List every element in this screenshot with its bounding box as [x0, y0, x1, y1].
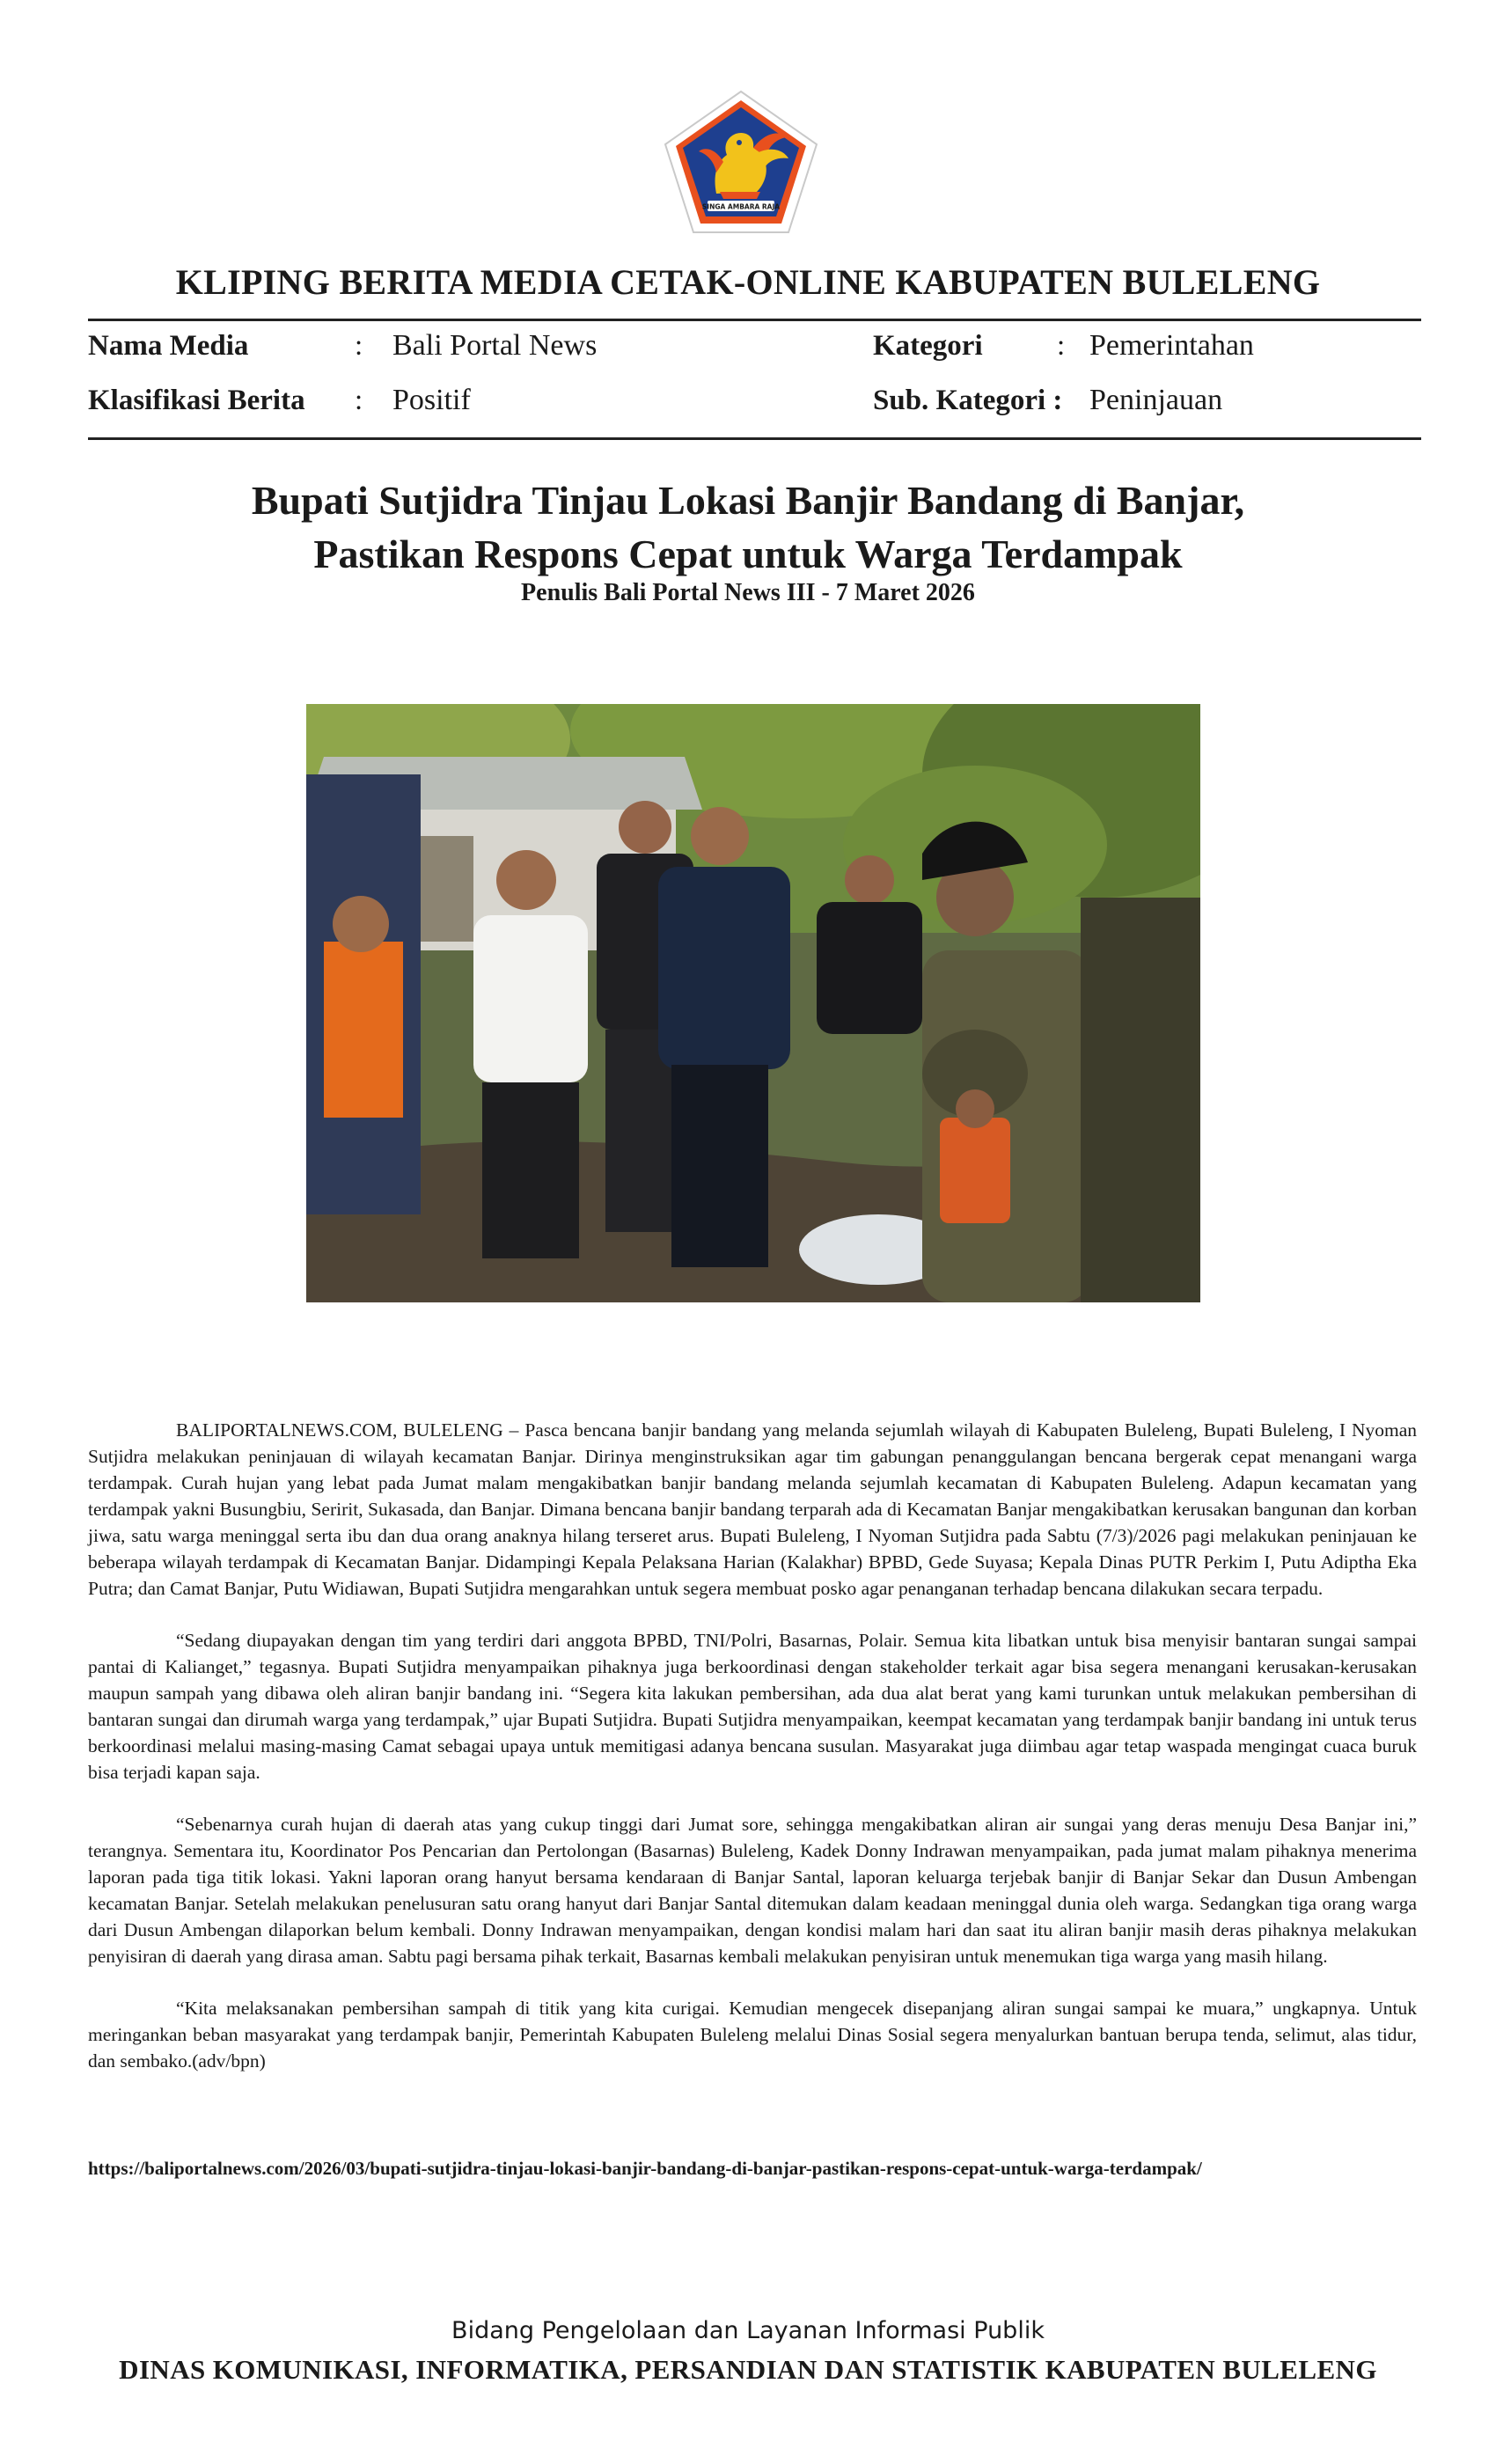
headline-line-2: Pastikan Respons Cepat untuk Warga Terdampak [313, 532, 1183, 576]
footer-agency: DINAS KOMUNIKASI, INFORMATIKA, PERSANDIAN DAN STATISTIK KABUPATEN BULELENG [119, 2354, 1377, 2385]
headline-line-1: Bupati Sutjidra Tinjau Lokasi Banjir Bandang di Banjar, [251, 478, 1245, 523]
kategori-label: Kategori [873, 330, 983, 362]
article-headline [132, 473, 1364, 581]
klasifikasi-colon: : [355, 385, 363, 416]
klasifikasi-value: Positif [392, 384, 471, 416]
article-photo [306, 704, 1200, 1302]
header-divider-top [88, 319, 1421, 321]
emblem-icon [662, 88, 820, 236]
media-value: Bali Portal News [392, 329, 598, 362]
source-link[interactable]: https://baliportalnews.com/2026/03/bupati-sutjidra-tinjau-lokasi-banjir-bandang-di-banjar-pastikan-respons-cepat-untuk-warga-terdampak/ [88, 2158, 1202, 2179]
article-body [88, 1417, 1417, 2100]
article-byline: Penulis Bali Portal News III - 7 Maret 2026 [521, 579, 975, 606]
article-paragraph-4: “Kita melaksanakan pembersihan sampah di titik yang kita curigai. Kemudian mengecek disepanjang aliran sungai sampai ke muara,” ungkapnya. Untuk meringankan beban masyarakat yang terdampak banjir, Pemerintah Kabupaten Buleleng melalui Dinas Sosial segera menyalurkan bantuan berupa tenda, selimut, alas tidur, dan sembako.(adv/bpn) [88, 1998, 1417, 2072]
article-paragraph-3: “Sebenarnya curah hujan di daerah atas yang cukup tinggi dari Jumat sore, sehingga mengakibatkan aliran air sungai yang deras menuju Desa Banjar ini,” terangnya. Sementara itu, Koordinator Pos Pencarian dan Pertolongan (Basarnas) Buleleng, Kadek Donny Indrawan menyampaikan, pada jumat malam pihaknya menerima laporan pada tiga titik lokasi. Yakni laporan orang hanyut bersama kendaraan di Banjar Santal, laporan keluarga terjebak banjir di Banjar Sekar dan Dusun Ambengan kecamatan Banjar. Setelah melakukan penelusuran satu orang hanyut dari Banjar Santal ditemukan dalam keadaan meninggal dunia oleh warga. Sedangkan tiga orang warga dari Dusun Ambengan dilaporkan belum kembali. Donny Indrawan menyampaikan, dengan kondisi malam hari dan saat itu aliran banjir masih deras pihaknya melakukan penyisiran di daerah yang dirasa aman. Sabtu pagi bersama pihak terkait, Basarnas kembali melakukan penyisiran untuk menemukan tiga warga yang masih hilang. [88, 1814, 1417, 1967]
emblem-motto: SINGA AMBARA RAJA [701, 202, 781, 211]
kategori-colon: : [1057, 330, 1066, 362]
media-colon: : [355, 330, 363, 362]
article-paragraph-1: BALIPORTALNEWS.COM, BULELENG – Pasca bencana banjir bandang yang melanda sejumlah wilayah di Kabupaten Buleleng, Bupati Buleleng, I Nyoman Sutjidra melakukan peninjauan di wilayah kecamatan Banjar. Dirinya menginstruksikan agar tim gabungan penanggulangan bencana bergerak cepat menangani warga terdampak. Curah hujan yang lebat pada Jumat malam mengakibatkan banjir bandang melanda sejumlah kecamatan di Kabupaten Buleleng. Adapun kecamatan yang terdampak yakni Busungbiu, Seririt, Sukasada, dan Banjar. Dimana bencana banjir bandang terparah ada di Kecamatan Banjar mengakibatkan kerusakan bangunan dan korban jiwa, satu warga meninggal serta ibu dan dua orang anaknya hilang terseret arus. Bupati Buleleng, I Nyoman Sutjidra pada Sabtu (7/3)/2026 pagi melakukan peninjauan ke beberapa wilayah terdampak di Kecamatan Banjar. Didampingi Kepala Pelaksana Harian (Kalakhar) BPBD, Gede Suyasa; Kepala Dinas PUTR Perkim I, Putu Adiptha Eka Putra; dan Camat Banjar, Putu Widiawan, Bupati Sutjidra mengarahkan untuk segera membuat posko agar penanganan terhadap bencana dilakukan secara terpadu. [88, 1419, 1417, 1599]
header-divider-bottom [88, 437, 1421, 440]
kategori-value: Pemerintahan [1089, 329, 1254, 362]
subkategori-value: Peninjauan [1089, 384, 1223, 416]
article-paragraph-2: “Sedang diupayakan dengan tim yang terdiri dari anggota BPBD, TNI/Polri, Basarnas, Polair. Semua kita libatkan untuk bisa menyisir bantaran sungai sampai pantai di Kalianget,” tegasnya. Bupati Sutjidra menyampaikan pihaknya juga berkoordinasi dengan stakeholder terkait agar bisa segera menangani kerusakan-kerusakan maupun sampah yang dibawa oleh aliran banjir bandang ini. “Segera kita lakukan pembersihan, ada dua alat berat yang kami turunkan untuk melakukan pembersihan di bantaran sungai dan dirumah warga yang terdampak,” ujar Bupati Sutjidra. Bupati Sutjidra menyampaikan, keempat kecamatan yang terdampak banjir bandang ini untuk terus berkoordinasi melalui masing-masing Camat sebagai upaya untuk memitigasi adanya bencana susulan. Masyarakat juga diimbau agar tetap waspada mengingat cuaca buruk bisa terjadi kapan saja. [88, 1630, 1417, 1783]
media-label: Nama Media [88, 330, 249, 362]
kabupaten-buleleng-emblem [662, 88, 820, 236]
subkategori-label: Sub. Kategori : [873, 385, 1063, 416]
footer-division: Bidang Pengelolaan dan Layanan Informasi Publik [451, 2317, 1045, 2344]
clipping-title: KLIPING BERITA MEDIA CETAK-ONLINE KABUPATEN BULELENG [175, 262, 1321, 302]
klasifikasi-label: Klasifikasi Berita [88, 385, 305, 416]
